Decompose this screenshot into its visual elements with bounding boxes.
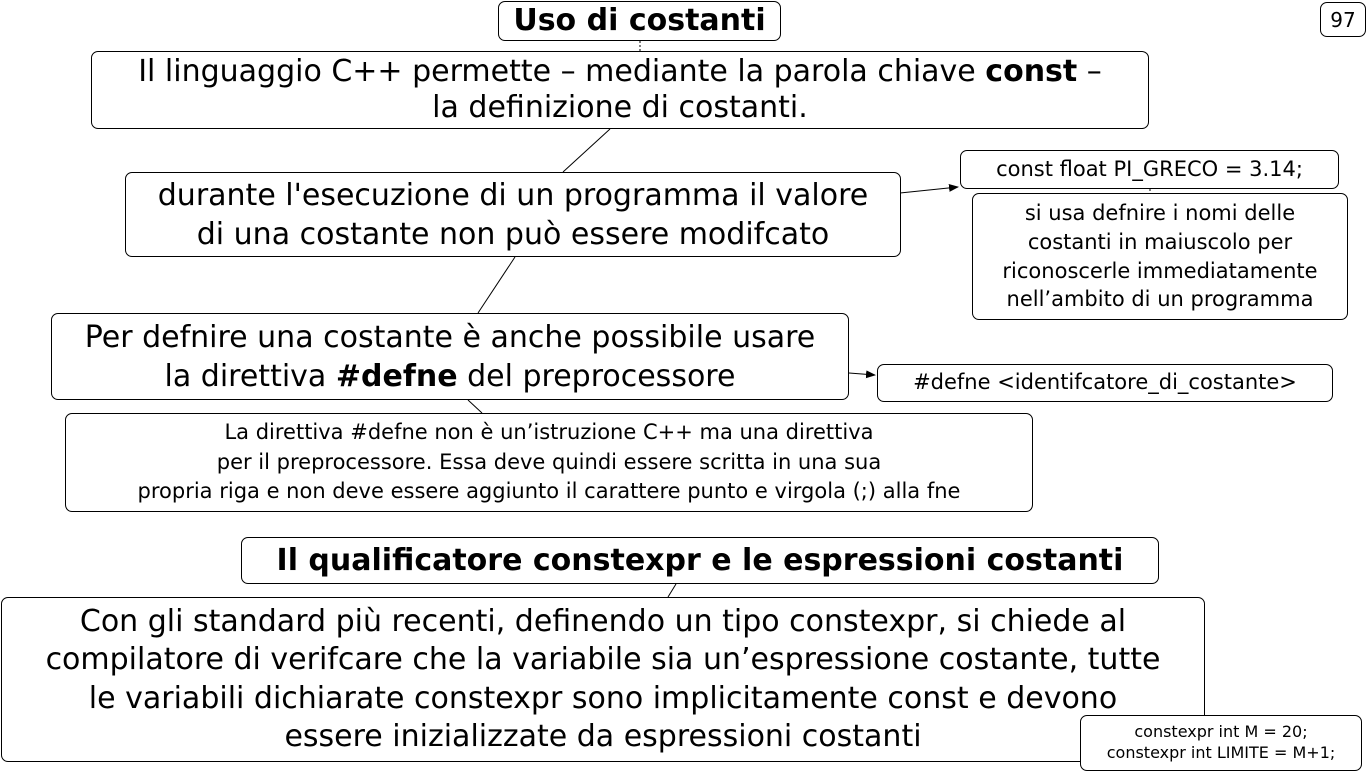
intro-box — [91, 51, 1149, 129]
constexpr-description-box — [1, 597, 1205, 762]
const-example-text: const float PI_GRECO = 3.14; — [996, 156, 1303, 181]
constexpr-title — [241, 537, 1159, 584]
section-title — [498, 1, 781, 41]
constexpr-example-box — [1080, 715, 1362, 771]
runtime-note-text: durante l'esecuzione di un programma il valore di una costante non può essere modifcato — [157, 177, 869, 252]
define-box — [51, 313, 849, 400]
define-syntax-box — [877, 364, 1333, 402]
define-to-note-line — [468, 400, 482, 413]
runtime-to-define-line — [478, 257, 515, 313]
define-keyword: #defne — [335, 358, 458, 394]
constexpr-description-text: Con gli standard più recenti, definendo un tipo constexpr, si chiede al compilatore di verifcare che la variabile sia un’espressione costante, tutte le variabili dichiarate constexpr sono implicitamente const e devono essere inizializzate da espressioni costanti — [45, 603, 1161, 754]
intro-text — [138, 54, 1102, 126]
page-number — [1320, 2, 1366, 37]
intro-text-part1: Il linguaggio C++ permette – mediante la parola chiave — [138, 54, 986, 89]
intro-text-part2: – la definizione di costanti. — [432, 54, 1102, 125]
define-text-part2: del preprocessore — [457, 358, 736, 394]
define-text-part1: Per defnire una costante è anche possibile usare la direttiva — [84, 319, 816, 394]
define-syntax-text: #defne <identifcatore_di_costante> — [913, 370, 1297, 395]
const-example-box — [960, 150, 1339, 189]
section-title-text: Uso di costanti — [513, 3, 766, 38]
naming-note-text: si usa defnire i nomi delle costanti in maiuscolo per riconoscerle immediatamente nell’ambito di un programma — [1002, 200, 1318, 312]
naming-note-box — [972, 193, 1348, 320]
runtime-note-box — [125, 172, 901, 257]
define-note-box — [65, 413, 1033, 512]
intro-keyword: const — [985, 54, 1078, 89]
constexpr-title-text: Il qualificatore constexpr e le espressioni costanti — [276, 542, 1124, 578]
define-to-syntax-arrow — [849, 373, 875, 375]
page-number-text: 97 — [1330, 7, 1356, 32]
define-note-text: La direttiva #defne non è un’istruzione C++ ma una direttiva per il preprocessore. Essa deve quindi essere scritta in una sua propria riga e non deve essere aggiunto il carattere punto e virgola (;) alla fne — [137, 420, 961, 504]
constexpr-example-text: constexpr int M = 20; constexpr int LIMITE = M+1; — [1106, 722, 1336, 762]
define-text — [85, 318, 816, 396]
title2-to-description-line — [668, 584, 676, 597]
runtime-to-example-arrow — [900, 187, 958, 193]
intro-to-runtime-line — [563, 129, 610, 172]
